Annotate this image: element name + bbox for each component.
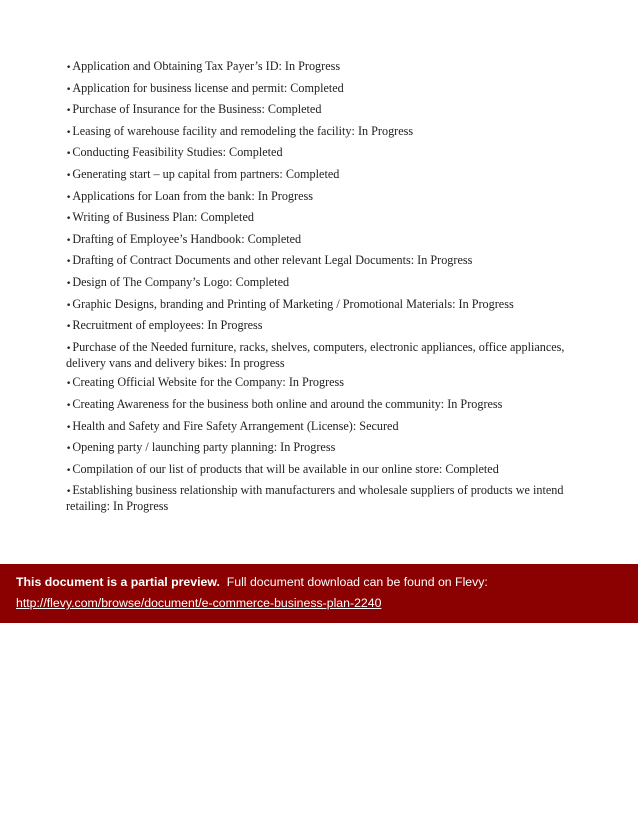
checklist-item-text: Application for business license and permit: Completed	[72, 80, 344, 95]
bullet-icon: •	[66, 379, 72, 390]
checklist-item-text: Creating Official Website for the Company: In Progress	[72, 375, 345, 390]
checklist-item	[66, 59, 586, 75]
bullet-icon: •	[66, 278, 72, 289]
checklist-item-text: Generating start – up capital from partners: Completed	[72, 166, 340, 181]
checklist-item	[66, 297, 586, 313]
checklist-item	[66, 145, 586, 161]
checklist-item	[66, 275, 586, 291]
checklist-item-text: Leasing of warehouse facility and remodeling the facility: In Progress	[72, 123, 414, 138]
bullet-icon: •	[66, 84, 72, 95]
bullet-icon: •	[66, 465, 72, 476]
banner-text: Full document download can be found on Flevy:	[226, 575, 488, 589]
checklist-item-text: Purchase of Insurance for the Business: Completed	[72, 102, 322, 117]
bullet-icon: •	[66, 235, 72, 246]
checklist-item	[66, 318, 586, 334]
checklist-item	[66, 210, 586, 226]
bullet-icon: •	[66, 63, 72, 73]
bullet-icon: •	[66, 444, 72, 455]
checklist-item-text: Drafting of Contract Documents and other relevant Legal Documents: In Progress	[72, 253, 473, 268]
bullet-icon: •	[66, 400, 72, 411]
checklist-item	[66, 419, 586, 435]
checklist-item	[66, 397, 586, 413]
checklist-item-text: Opening party / launching party planning: In Progress	[72, 440, 336, 455]
checklist-item	[66, 340, 586, 370]
bullet-icon: •	[66, 257, 72, 268]
checklist-item	[66, 81, 586, 97]
bullet-icon: •	[66, 170, 72, 181]
checklist-item	[66, 124, 586, 140]
bullet-icon: •	[66, 322, 72, 333]
checklist-item	[66, 232, 586, 248]
checklist-item	[66, 253, 586, 269]
download-link[interactable]: http://flevy.com/browse/document/e-commerce-business-plan-2240	[16, 596, 382, 610]
checklist-item-text: Recruitment of employees: In Progress	[72, 318, 263, 333]
bullet-icon: •	[66, 149, 72, 160]
checklist-item-text: Establishing business relationship with manufacturers and wholesale suppliers of products we intend retailing: In Progress	[66, 483, 564, 514]
bullet-icon: •	[66, 422, 72, 433]
checklist-item	[66, 375, 586, 391]
checklist-item	[66, 440, 586, 456]
checklist-item-text: Design of The Company’s Logo: Completed	[72, 274, 290, 289]
bullet-icon: •	[66, 106, 72, 117]
checklist-item-text: Conducting Feasibility Studies: Completed	[72, 145, 283, 160]
checklist-item	[66, 462, 586, 478]
checklist-item-text: Compilation of our list of products that will be available in our online store: Completed	[72, 461, 499, 476]
partial-preview-banner	[0, 564, 638, 623]
checklist-item-text: Graphic Designs, branding and Printing of Marketing / Promotional Materials: In Progress	[72, 296, 514, 311]
checklist-item-text: Applications for Loan from the bank: In Progress	[72, 188, 313, 203]
banner-message	[16, 574, 638, 591]
bullet-icon: •	[66, 343, 72, 354]
status-checklist	[66, 59, 586, 519]
checklist-item-text: Application and Obtaining Tax Payer’s ID: In Progress	[72, 59, 341, 73]
checklist-item-text: Purchase of the Needed furniture, racks, shelves, computers, electronic appliances, office appliances, delivery vans and delivery bikes: In progress	[66, 339, 565, 370]
bullet-icon: •	[66, 300, 72, 311]
checklist-item	[66, 167, 586, 183]
bullet-icon: •	[66, 214, 72, 225]
checklist-item-text: Writing of Business Plan: Completed	[72, 210, 254, 225]
checklist-item	[66, 102, 586, 118]
bullet-icon: •	[66, 127, 72, 138]
checklist-item	[66, 189, 586, 205]
bullet-icon: •	[66, 487, 72, 498]
checklist-item-text: Drafting of Employee’s Handbook: Completed	[72, 231, 302, 246]
banner-bold-text: This document is a partial preview.	[16, 575, 220, 589]
bullet-icon: •	[66, 192, 72, 203]
checklist-item-text: Health and Safety and Fire Safety Arrangement (License): Secured	[72, 418, 399, 433]
checklist-item-text: Creating Awareness for the business both online and around the community: In Progress	[72, 396, 503, 411]
checklist-item	[66, 483, 586, 513]
